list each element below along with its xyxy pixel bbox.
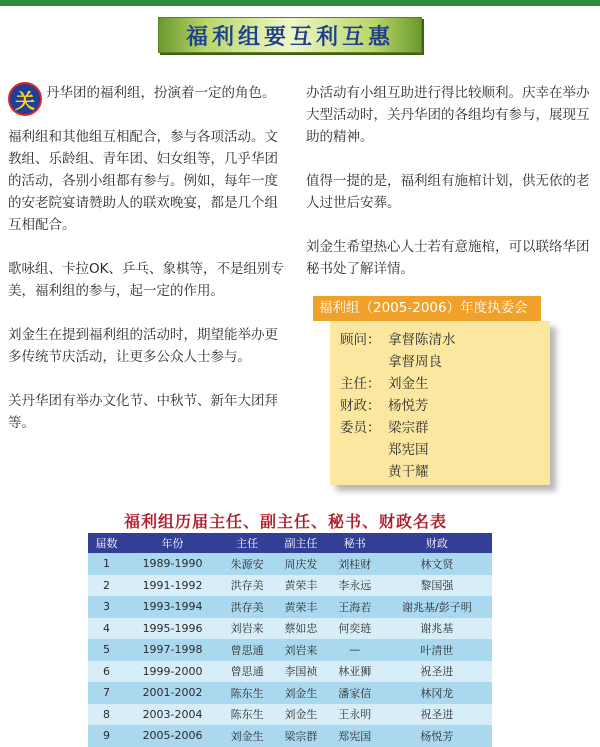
committee-row-members: 委员： 梁宗群 郑宪国 黄干耀	[340, 420, 429, 480]
table-cell: 2	[88, 575, 125, 597]
table-cell: 黎国强	[382, 575, 492, 597]
table-cell: 蔡如忠	[274, 618, 328, 640]
table-cell: 1	[88, 553, 125, 575]
table-row	[88, 596, 492, 618]
paragraph: 歌咏组、卡拉OK、乒乓、象棋等，不是组别专美，福利组的参与，起一定的作用。	[8, 261, 284, 299]
table-row	[88, 725, 492, 747]
header-treasurer: 财政	[382, 533, 492, 553]
table-cell: 2003-2004	[125, 704, 220, 726]
table-cell: 1999-2000	[125, 661, 220, 683]
table-cell: 何奕琏	[328, 618, 382, 640]
table-cell: 洪存美	[220, 596, 274, 618]
table-cell: 祝圣进	[382, 704, 492, 726]
header-term: 届数	[88, 533, 125, 553]
table-cell: 3	[88, 596, 125, 618]
table-cell: 王海若	[328, 596, 382, 618]
table-cell: 叶清世	[382, 639, 492, 661]
table-cell: 朱源安	[220, 553, 274, 575]
header-vice-chair: 副主任	[274, 533, 328, 553]
table-cell: 王永明	[328, 704, 382, 726]
committee-list	[330, 321, 550, 485]
committee-heading: 福利组（2005-2006）年度执委会	[313, 296, 541, 321]
table-cell: 1991-1992	[125, 575, 220, 597]
table-cell: 刘金生	[220, 725, 274, 747]
table-cell: 曾思通	[220, 661, 274, 683]
table-cell: 梁宗群	[274, 725, 328, 747]
header-year: 年份	[125, 533, 220, 553]
paragraph: 福利组和其他组互相配合，参与各项活动。文教组、乐龄组、青年团、妇女组等，几乎华团的活动，各别小组都有参与。例如，每年一度的安老院宴请赞助人的联欢晚宴，都是几个组互相配合。	[8, 129, 278, 233]
committee-row-treasurer: 财政： 杨悦芳	[340, 398, 429, 414]
table-row	[88, 639, 492, 661]
table-row	[88, 661, 492, 683]
page-title: 福利组要互利互惠	[185, 23, 394, 50]
table-row	[88, 618, 492, 640]
paragraph: 关丹华团有举办文化节、中秋节、新年大团拜等。	[8, 393, 278, 431]
table-cell: 7	[88, 682, 125, 704]
table-cell: 谢兆基/彭子明	[382, 596, 492, 618]
table-cell: 4	[88, 618, 125, 640]
table-cell: 李国祯	[274, 661, 328, 683]
table-cell: 9	[88, 725, 125, 747]
left-column	[8, 82, 288, 456]
table-row	[88, 682, 492, 704]
table-cell: 黄荣丰	[274, 596, 328, 618]
table-row	[88, 575, 492, 597]
table-cell: 陈东生	[220, 682, 274, 704]
table-cell: 刘金生	[274, 682, 328, 704]
table-cell: 2005-2006	[125, 725, 220, 747]
officers-table	[88, 533, 492, 747]
table-cell: 刘金生	[274, 704, 328, 726]
table-cell: 李永远	[328, 575, 382, 597]
header-chair: 主任	[220, 533, 274, 553]
table-header-row	[88, 533, 492, 553]
table-cell: 刘桂财	[328, 553, 382, 575]
table-cell: 5	[88, 639, 125, 661]
paragraph: 值得一提的是，福利组有施棺计划，供无依的老人过世后安葬。	[306, 173, 590, 211]
table-cell: 1993-1994	[125, 596, 220, 618]
table-cell: 林文贤	[382, 553, 492, 575]
table-row	[88, 704, 492, 726]
table-cell: 曾思通	[220, 639, 274, 661]
table-title: 福利组历届主任、副主任、秘书、财政名表	[124, 512, 448, 531]
table-cell: 刘岩来	[220, 618, 274, 640]
table-cell: 1997-1998	[125, 639, 220, 661]
paragraph: 刘金生在提到福利组的活动时，期望能举办更多传统节庆活动，让更多公众人士参与。	[8, 327, 278, 365]
paragraph: 刘金生希望热心人士若有意施棺，可以联络华团秘书处了解详情。	[306, 239, 590, 277]
drop-cap-badge: 关	[8, 82, 42, 116]
table-cell: 1995-1996	[125, 618, 220, 640]
table-cell: 林亚狮	[328, 661, 382, 683]
paragraph: 关 丹华团的福利组，扮演着一定的角色。	[8, 82, 288, 104]
table-cell: 杨悦芳	[382, 725, 492, 747]
committee-row-advisor: 顾问： 拿督陈清水 拿督周良	[340, 332, 456, 370]
table-cell: 郑宪国	[328, 725, 382, 747]
table-cell: 潘家信	[328, 682, 382, 704]
title-banner	[158, 17, 422, 53]
paragraph: 办活动有小组互助进行得比较顺利。庆幸在举办大型活动时，关丹华团的各组均有参与，展现互助的精神。	[306, 85, 590, 145]
table-cell: 1989-1990	[125, 553, 220, 575]
table-cell: 黄荣丰	[274, 575, 328, 597]
committee-panel	[313, 296, 541, 480]
table-cell: 陈东生	[220, 704, 274, 726]
right-column	[306, 82, 592, 302]
header-secretary: 秘书	[328, 533, 382, 553]
table-cell: 祝圣进	[382, 661, 492, 683]
committee-row-chair: 主任： 刘金生	[340, 376, 429, 392]
table-cell: 2001-2002	[125, 682, 220, 704]
table-cell: —	[328, 639, 382, 661]
table-row	[88, 553, 492, 575]
table-cell: 6	[88, 661, 125, 683]
table-cell: 周庆发	[274, 553, 328, 575]
table-cell: 刘岩来	[274, 639, 328, 661]
table-cell: 洪存美	[220, 575, 274, 597]
table-cell: 8	[88, 704, 125, 726]
top-green-bar	[0, 0, 600, 6]
table-cell: 林冈龙	[382, 682, 492, 704]
table-cell: 谢兆基	[382, 618, 492, 640]
